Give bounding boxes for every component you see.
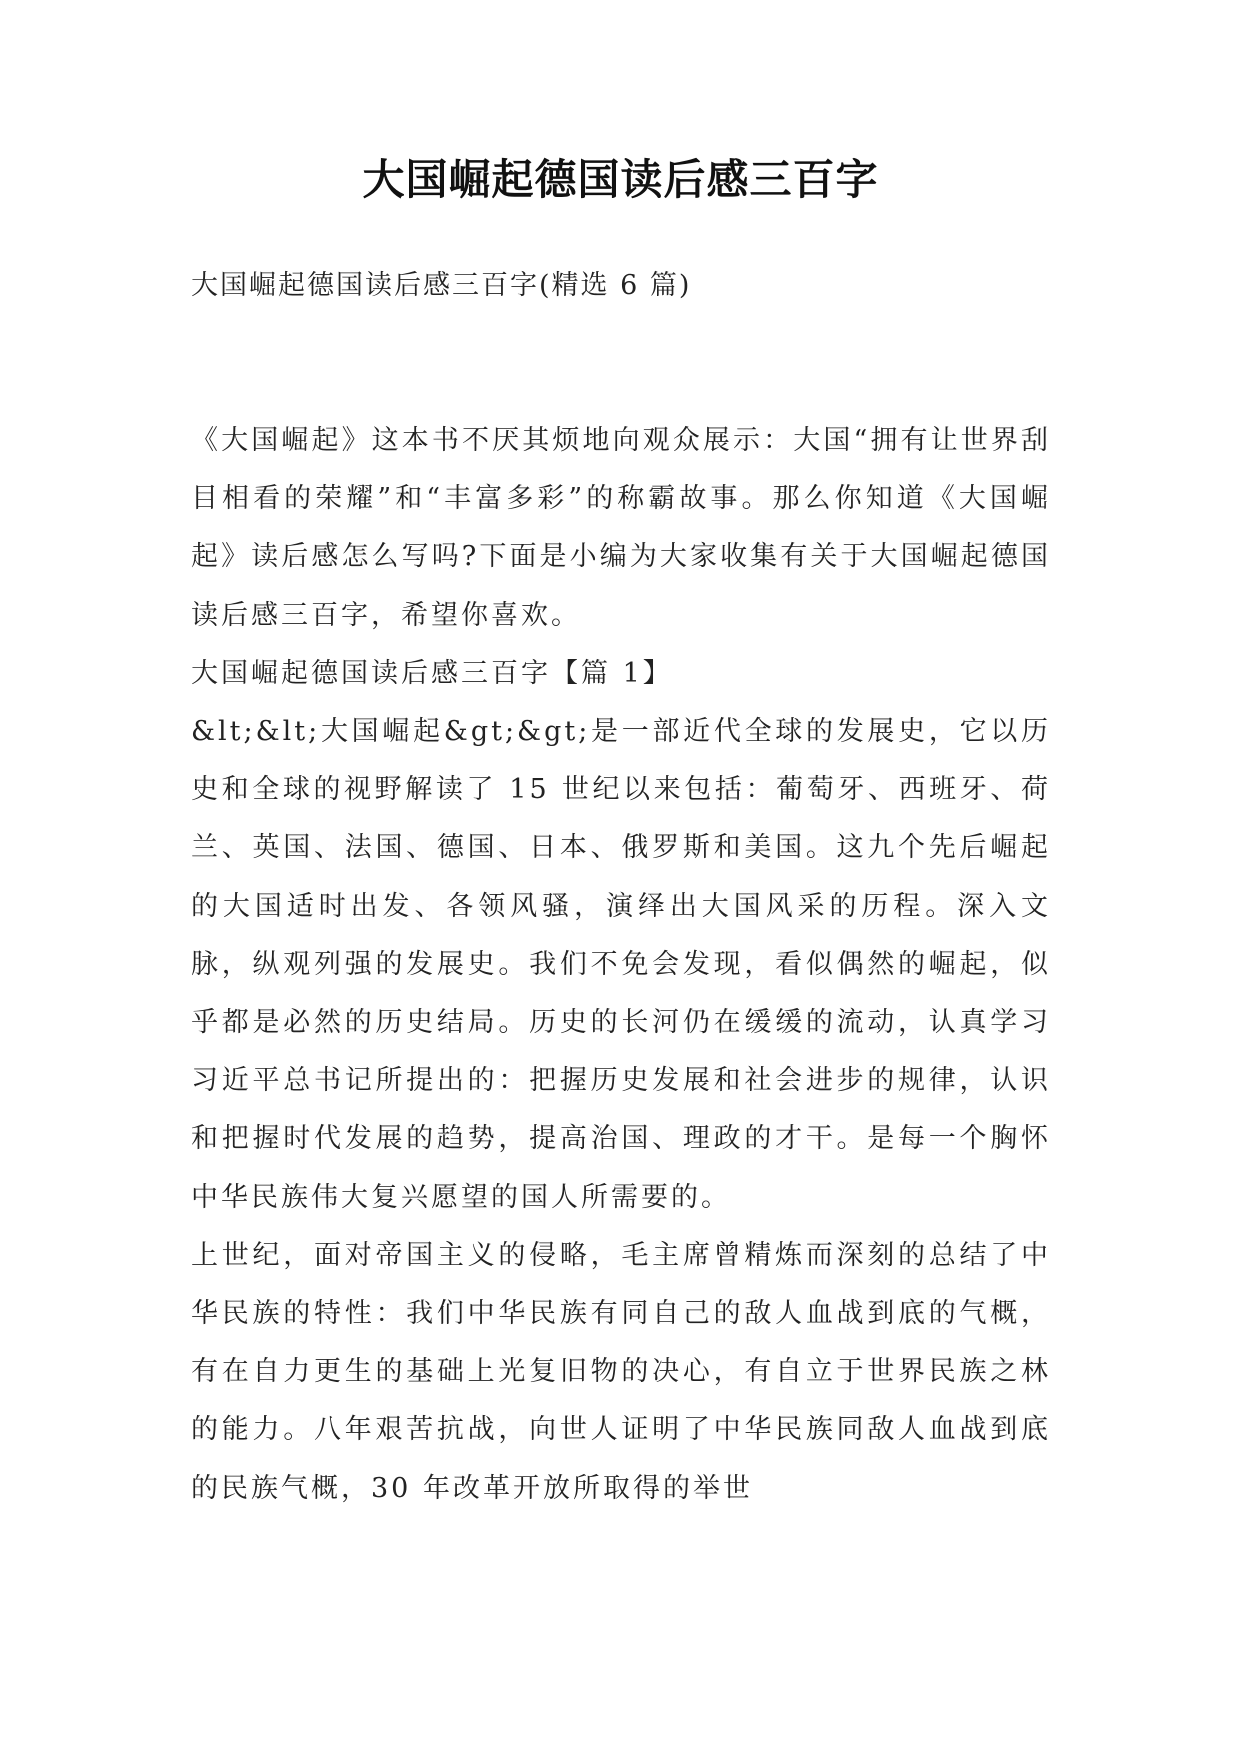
document-body [191, 412, 1051, 1518]
body-paragraph-2: 上世纪，面对帝国主义的侵略，毛主席曾精炼而深刻的总结了中华民族的特性：我们中华民族有同自己的敌人血战到底的气概，有在自力更生的基础上光复旧物的决心，有自立于世界民族之林的能力。八年艰苦抗战，向世人证明了中华民族同敌人血战到底的民族气概，30 年改革开放所取得的举世 [191, 1239, 1051, 1504]
body-paragraph-1: &lt;&lt;大国崛起&gt;&gt;是一部近代全球的发展史，它以历史和全球的视野解读了 15 世纪以来包括：葡萄牙、西班牙、荷兰、英国、法国、德国、日本、俄罗斯和美国。这九个先后崛起的大国适时出发、各领风骚，演绎出大国风采的历程。深入文脉，纵观列强的发展史。我们不免会发现，看似偶然的崛起，似乎都是必然的历史结局。历史的长河仍在缓缓的流动，认真学习习近平总书记所提出的：把握历史发展和社会进步的规律，认识和把握时代发展的趋势，提高治国、理政的才干。是每一个胸怀中华民族伟大复兴愿望的国人所需要的。 [191, 716, 1051, 1213]
document-subtitle: 大国崛起德国读后感三百字(精选 6 篇) [191, 270, 692, 301]
intro-paragraph: 《大国崛起》这本书不厌其烦地向观众展示：大国“拥有让世界刮目相看的荣耀”和“丰富多彩”的称霸故事。那么你知道《大国崛起》读后感怎么写吗?下面是小编为大家收集有关于大国崛起德国读后感三百字，希望你喜欢。 [191, 425, 1051, 631]
page-title: 大国崛起德国读后感三百字 [362, 155, 879, 204]
section-heading-1: 大国崛起德国读后感三百字【篇 1】 [191, 657, 673, 689]
